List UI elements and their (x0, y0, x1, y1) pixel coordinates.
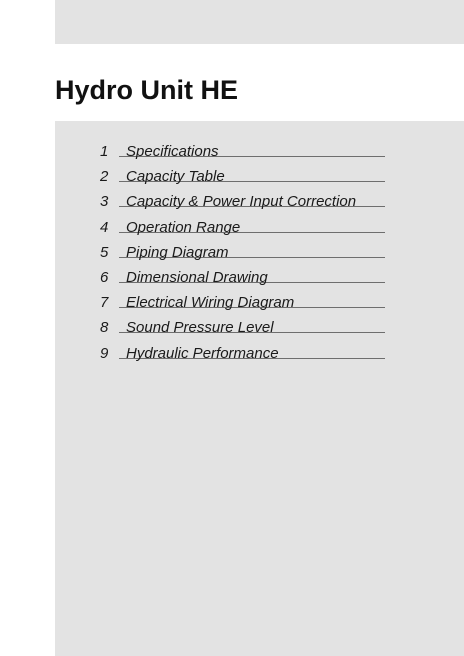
toc-item-piping-diagram[interactable] (100, 242, 385, 267)
toc-item-label: Electrical Wiring Diagram (126, 294, 295, 312)
page-title: Hydro Unit HE (55, 75, 239, 105)
toc-item-label: Capacity Table (126, 168, 225, 186)
toc-item-capacity-power-correction[interactable] (100, 191, 385, 216)
toc-item-hydraulic-performance[interactable] (100, 343, 385, 368)
toc-item-label: Dimensional Drawing (126, 268, 268, 286)
toc-item-capacity-table[interactable] (100, 166, 385, 191)
toc-item-number: 2 (100, 168, 109, 186)
toc-item-number: 7 (100, 294, 109, 312)
toc-item-sound-pressure-level[interactable] (100, 317, 385, 342)
toc-item-number: 8 (100, 319, 109, 337)
toc-item-number: 1 (100, 143, 109, 160)
toc-item-electrical-wiring-diagram[interactable] (100, 292, 385, 317)
table-of-contents (100, 141, 385, 368)
toc-item-label: Specifications (126, 143, 219, 160)
toc-item-number: 5 (100, 243, 109, 261)
toc-item-label: Capacity & Power Input Correction (126, 193, 357, 211)
toc-item-number: 6 (100, 268, 109, 286)
toc-item-operation-range[interactable] (100, 217, 385, 242)
toc-item-number: 9 (100, 344, 109, 362)
toc-item-label: Operation Range (126, 218, 241, 236)
toc-item-label: Piping Diagram (126, 243, 229, 261)
toc-item-number: 4 (100, 218, 109, 236)
toc-item-label: Hydraulic Performance (126, 344, 279, 362)
toc-item-label: Sound Pressure Level (126, 319, 274, 337)
header-band (55, 0, 464, 44)
toc-item-specifications[interactable] (100, 141, 385, 166)
toc-item-number: 3 (100, 193, 109, 211)
toc-item-dimensional-drawing[interactable] (100, 267, 385, 292)
